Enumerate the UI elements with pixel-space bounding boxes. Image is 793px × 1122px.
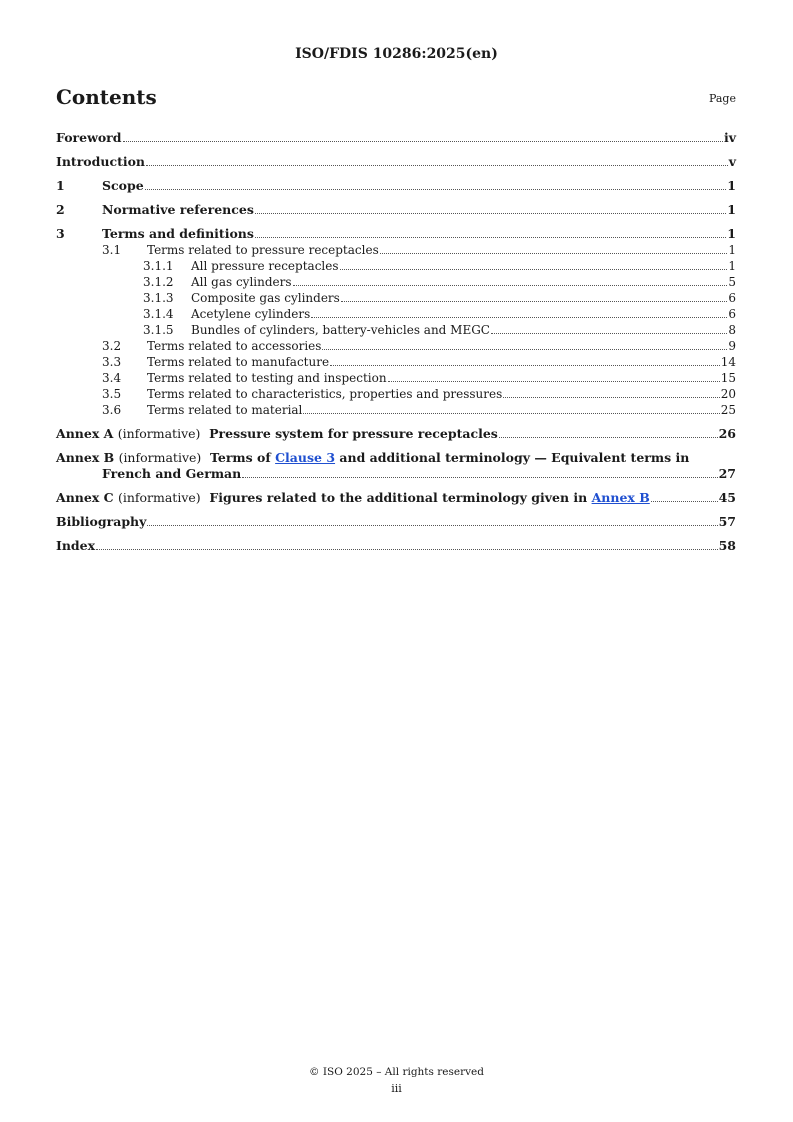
leader-dots [146, 165, 728, 166]
toc-page: 1 [727, 178, 736, 193]
leader-dots [651, 501, 718, 502]
toc-page: 58 [718, 538, 736, 553]
annex-title: Figures related to the additional terminology given in [209, 490, 588, 505]
annex-type: (informative) [117, 426, 201, 441]
document-header: ISO/FDIS 10286:2025(en) [295, 46, 498, 62]
toc-page: 6 [728, 291, 736, 305]
toc-entry-3-1-3[interactable] [56, 290, 736, 306]
toc-entry-foreword[interactable] [56, 130, 736, 146]
leader-dots [123, 141, 723, 142]
annex-label: Annex C [56, 490, 114, 505]
annex-title-part-b: and additional terminology — Equivalent terms in [339, 450, 690, 465]
leader-dots [388, 381, 720, 382]
toc-title: Bibliography [56, 514, 147, 529]
toc-page: iv [723, 130, 736, 145]
toc-number: 1 [56, 178, 65, 193]
toc-page: 1 [728, 243, 736, 257]
leader-dots [255, 213, 726, 214]
toc-entry-bibliography[interactable] [56, 514, 736, 530]
annex-label: Annex B [56, 450, 115, 465]
toc-number: 3.1.1 [143, 259, 174, 273]
annex-title-part-c: French and German [102, 466, 242, 481]
toc-entry-normative-references[interactable] [56, 202, 736, 218]
toc-number: 3.5 [102, 387, 122, 401]
toc-number: 3.1.5 [143, 323, 174, 337]
toc-number: 3.4 [102, 371, 122, 385]
leader-dots [499, 437, 718, 438]
toc-title: Terms related to material [147, 403, 303, 417]
toc-entry-3-2[interactable] [56, 338, 736, 354]
annex-type: (informative) [117, 490, 201, 505]
toc-entry-3-1-4[interactable] [56, 306, 736, 322]
toc-title: Terms and definitions [102, 226, 254, 241]
toc-number: 3.2 [102, 339, 122, 353]
toc-page: 25 [720, 403, 736, 417]
leader-dots [145, 189, 727, 190]
toc-page: 15 [720, 371, 736, 385]
leader-dots [380, 253, 728, 254]
toc-page: 45 [718, 490, 736, 505]
annex-b-line-2 [56, 466, 736, 482]
annex-type: (informative) [118, 450, 202, 465]
toc-title [56, 426, 498, 442]
toc-page: v [728, 154, 736, 169]
toc-title: Terms related to pressure receptacles [147, 243, 379, 257]
leader-dots [255, 237, 726, 238]
leader-dots [341, 301, 728, 302]
toc-title: Index [56, 538, 96, 553]
toc-title: All gas cylinders [191, 275, 292, 289]
toc-page: 1 [727, 226, 736, 241]
page-column-label: Page [708, 92, 736, 105]
toc-entry-annex-c[interactable] [56, 490, 736, 506]
leader-dots [147, 525, 717, 526]
annex-title: Pressure system for pressure receptacles [209, 426, 498, 441]
toc-title: Bundles of cylinders, battery-vehicles and MEGC [191, 323, 490, 337]
table-of-contents [56, 130, 736, 554]
toc-entry-3-3[interactable] [56, 354, 736, 370]
toc-title: Introduction [56, 154, 146, 169]
contents-title: Contents [56, 85, 157, 109]
toc-title: Foreword [56, 130, 122, 145]
toc-entry-3-4[interactable] [56, 370, 736, 386]
leader-dots [293, 285, 728, 286]
toc-entry-3-1[interactable] [56, 242, 736, 258]
leader-dots [340, 269, 728, 270]
toc-page: 5 [728, 275, 736, 289]
annex-b-line-1 [56, 450, 736, 466]
leader-dots [503, 397, 719, 398]
toc-title: Terms related to accessories [147, 339, 322, 353]
toc-entry-scope[interactable] [56, 178, 736, 194]
copyright-notice: © ISO 2025 – All rights reserved [309, 1066, 484, 1078]
toc-title: Terms related to characteristics, properties and pressures [147, 387, 503, 401]
toc-number: 3.1.2 [143, 275, 174, 289]
toc-entry-3-5[interactable] [56, 386, 736, 402]
toc-page: 8 [728, 323, 736, 337]
leader-dots [322, 349, 727, 350]
toc-page: 1 [727, 202, 736, 217]
toc-title: Scope [102, 178, 144, 193]
toc-title: Composite gas cylinders [191, 291, 340, 305]
toc-number: 3.1.3 [143, 291, 174, 305]
annex-b-link[interactable]: Annex B [591, 490, 650, 505]
toc-number: 3.1 [102, 243, 122, 257]
toc-title: Terms related to testing and inspection [147, 371, 387, 385]
toc-entry-3-1-1[interactable] [56, 258, 736, 274]
toc-entry-3-6[interactable] [56, 402, 736, 418]
toc-title: Terms related to manufacture [147, 355, 330, 369]
toc-page: 27 [718, 466, 736, 481]
clause-3-link[interactable]: Clause 3 [275, 450, 336, 465]
toc-entry-index[interactable] [56, 538, 736, 554]
toc-page: 26 [718, 426, 736, 441]
toc-page: 14 [720, 355, 736, 369]
toc-title: Normative references [102, 202, 254, 217]
toc-entry-terms-and-definitions[interactable] [56, 226, 736, 242]
toc-number: 3.6 [102, 403, 122, 417]
toc-entry-introduction[interactable] [56, 154, 736, 170]
annex-title-part-a: Terms of [210, 450, 271, 465]
leader-dots [330, 365, 720, 366]
leader-dots [311, 317, 727, 318]
leader-dots [242, 477, 717, 478]
toc-number: 3.3 [102, 355, 122, 369]
leader-dots [303, 413, 719, 414]
toc-entry-annex-b[interactable] [56, 450, 736, 482]
annex-label: Annex A [56, 426, 114, 441]
leader-dots [491, 333, 727, 334]
page-footer [0, 1066, 793, 1095]
toc-page: 57 [718, 514, 736, 529]
toc-page: 6 [728, 307, 736, 321]
toc-number: 3.1.4 [143, 307, 174, 321]
page-number: iii [391, 1082, 402, 1095]
toc-title: All pressure receptacles [191, 259, 339, 273]
toc-number: 3 [56, 226, 65, 241]
leader-dots [96, 549, 718, 550]
toc-page: 20 [720, 387, 736, 401]
toc-page: 1 [728, 259, 736, 273]
toc-title [56, 490, 650, 506]
toc-page: 9 [728, 339, 736, 353]
toc-number: 2 [56, 202, 65, 217]
toc-title: Acetylene cylinders [191, 307, 311, 321]
toc-entry-3-1-5[interactable] [56, 322, 736, 338]
toc-entry-annex-a[interactable] [56, 426, 736, 442]
toc-entry-3-1-2[interactable] [56, 274, 736, 290]
